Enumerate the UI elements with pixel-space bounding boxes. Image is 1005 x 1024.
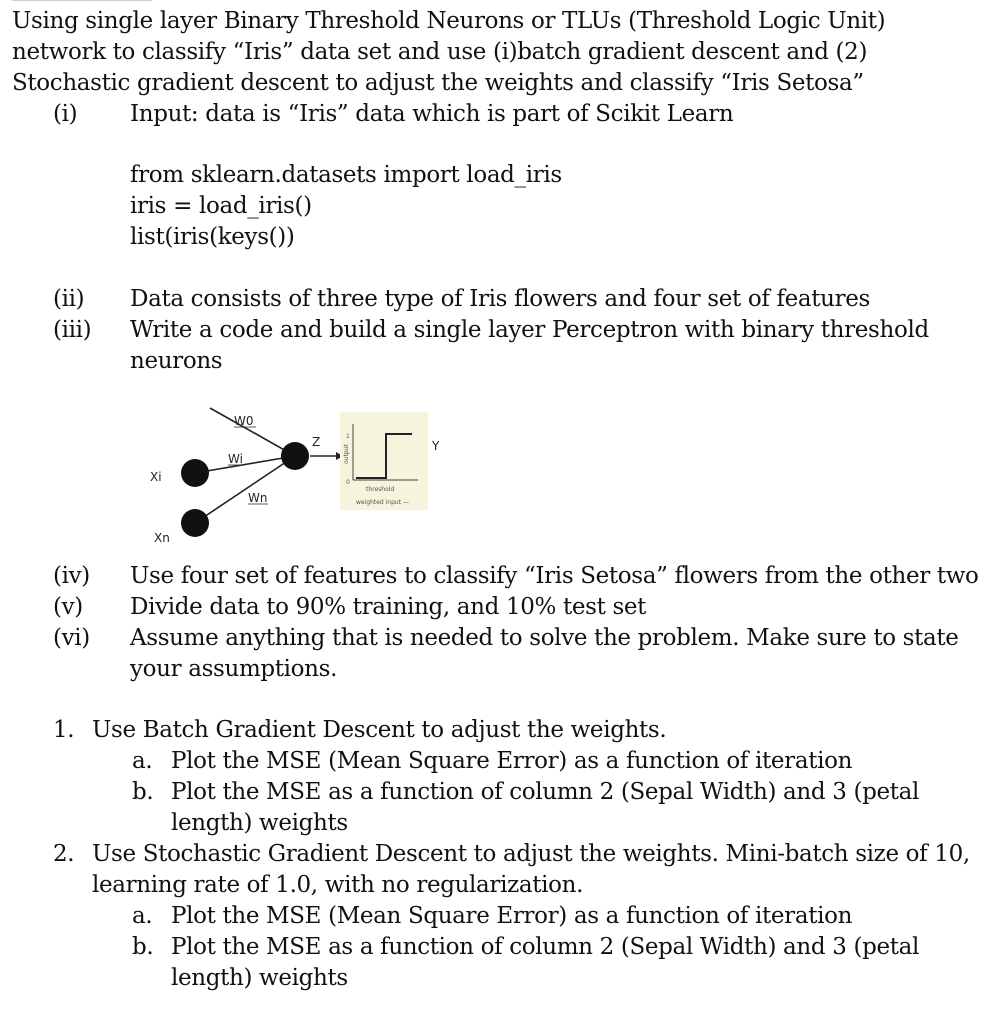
item-number-i: (i) <box>53 101 78 127</box>
input-node-xi <box>181 459 209 487</box>
wn-connection <box>195 456 295 523</box>
item-text-v: Divide data to 90% training, and 10% test set <box>130 594 647 620</box>
task-1-sub-b-number: b. <box>132 779 154 805</box>
task-number-1: 1. <box>53 717 75 743</box>
task-1-sub-a-number: a. <box>132 748 153 774</box>
weight-label-wi: Wi <box>228 452 243 466</box>
item-text-iii-line-1: Write a code and build a single layer Perceptron with binary threshold <box>130 317 929 343</box>
threshold-x-threshold: threshold <box>366 486 395 493</box>
input-label-xi: Xi <box>150 470 162 484</box>
code-line-1: from sklearn.datasets import load_iris <box>130 162 562 188</box>
intro-line-2: network to classify “Iris” data set and use (i)batch gradient descent and (2) <box>12 39 868 65</box>
task-text-2-line-2: learning rate of 1.0, with no regularization. <box>92 872 584 898</box>
intro-line-1: Using single layer Binary Threshold Neurons or TLUs (Threshold Logic Unit) <box>12 8 886 34</box>
threshold-y-tick: 1 <box>346 433 350 440</box>
threshold-y-axis-label: output <box>343 444 350 464</box>
input-label-xn: Xn <box>154 531 170 545</box>
item-text-vi-line-2: your assumptions. <box>130 656 338 682</box>
task-1-sub-b-text-line-2: length) weights <box>171 810 348 836</box>
item-text-vi-line-1: Assume anything that is needed to solve the problem. Make sure to state <box>130 625 959 651</box>
task-2-sub-a-number: a. <box>132 903 153 929</box>
input-node-xn <box>181 509 209 537</box>
item-text-ii: Data consists of three type of Iris flowers and four set of features <box>130 286 870 312</box>
code-line-3: list(iris(keys()) <box>130 224 295 250</box>
task-number-2: 2. <box>53 841 75 867</box>
task-2-sub-b-text-line-1: Plot the MSE as a function of column 2 (Sepal Width) and 3 (petal <box>171 934 919 960</box>
wi-connection <box>195 456 295 473</box>
threshold-origin: 0 <box>346 479 350 486</box>
task-text-2-line-1: Use Stochastic Gradient Descent to adjust the weights. Mini-batch size of 10, <box>92 841 970 867</box>
task-text-1: Use Batch Gradient Descent to adjust the weights. <box>92 717 667 743</box>
weight-label-w0: W0 <box>234 414 254 428</box>
task-2-sub-b-number: b. <box>132 934 154 960</box>
item-number-v: (v) <box>53 594 83 620</box>
item-number-vi: (vi) <box>53 625 90 651</box>
task-1-sub-b-text-line-1: Plot the MSE as a function of column 2 (Sepal Width) and 3 (petal <box>171 779 919 805</box>
weight-label-wn: Wn <box>248 491 268 505</box>
item-number-iv: (iv) <box>53 563 90 589</box>
threshold-x-label: weighted input — <box>356 499 409 506</box>
item-number-iii: (iii) <box>53 317 92 343</box>
task-2-sub-b-text-line-2: length) weights <box>171 965 348 991</box>
item-text-i: Input: data is “Iris” data which is part of Scikit Learn <box>130 101 734 127</box>
intro-line-3: Stochastic gradient descent to adjust the weights and classify “Iris Setosa” <box>12 70 864 96</box>
item-text-iv: Use four set of features to classify “Iris Setosa” flowers from the other two <box>130 563 979 589</box>
code-line-2: iris = load_iris() <box>130 193 312 219</box>
top-rule <box>12 0 152 1</box>
task-1-sub-a-text: Plot the MSE (Mean Square Error) as a function of iteration <box>171 748 853 774</box>
output-node <box>281 442 309 470</box>
item-number-ii: (ii) <box>53 286 85 312</box>
task-2-sub-a-text: Plot the MSE (Mean Square Error) as a function of iteration <box>171 903 853 929</box>
item-text-iii-line-2: neurons <box>130 348 223 374</box>
z-label: Z <box>312 435 321 449</box>
perceptron-diagram <box>140 398 440 548</box>
output-label-y: Y <box>432 439 440 453</box>
